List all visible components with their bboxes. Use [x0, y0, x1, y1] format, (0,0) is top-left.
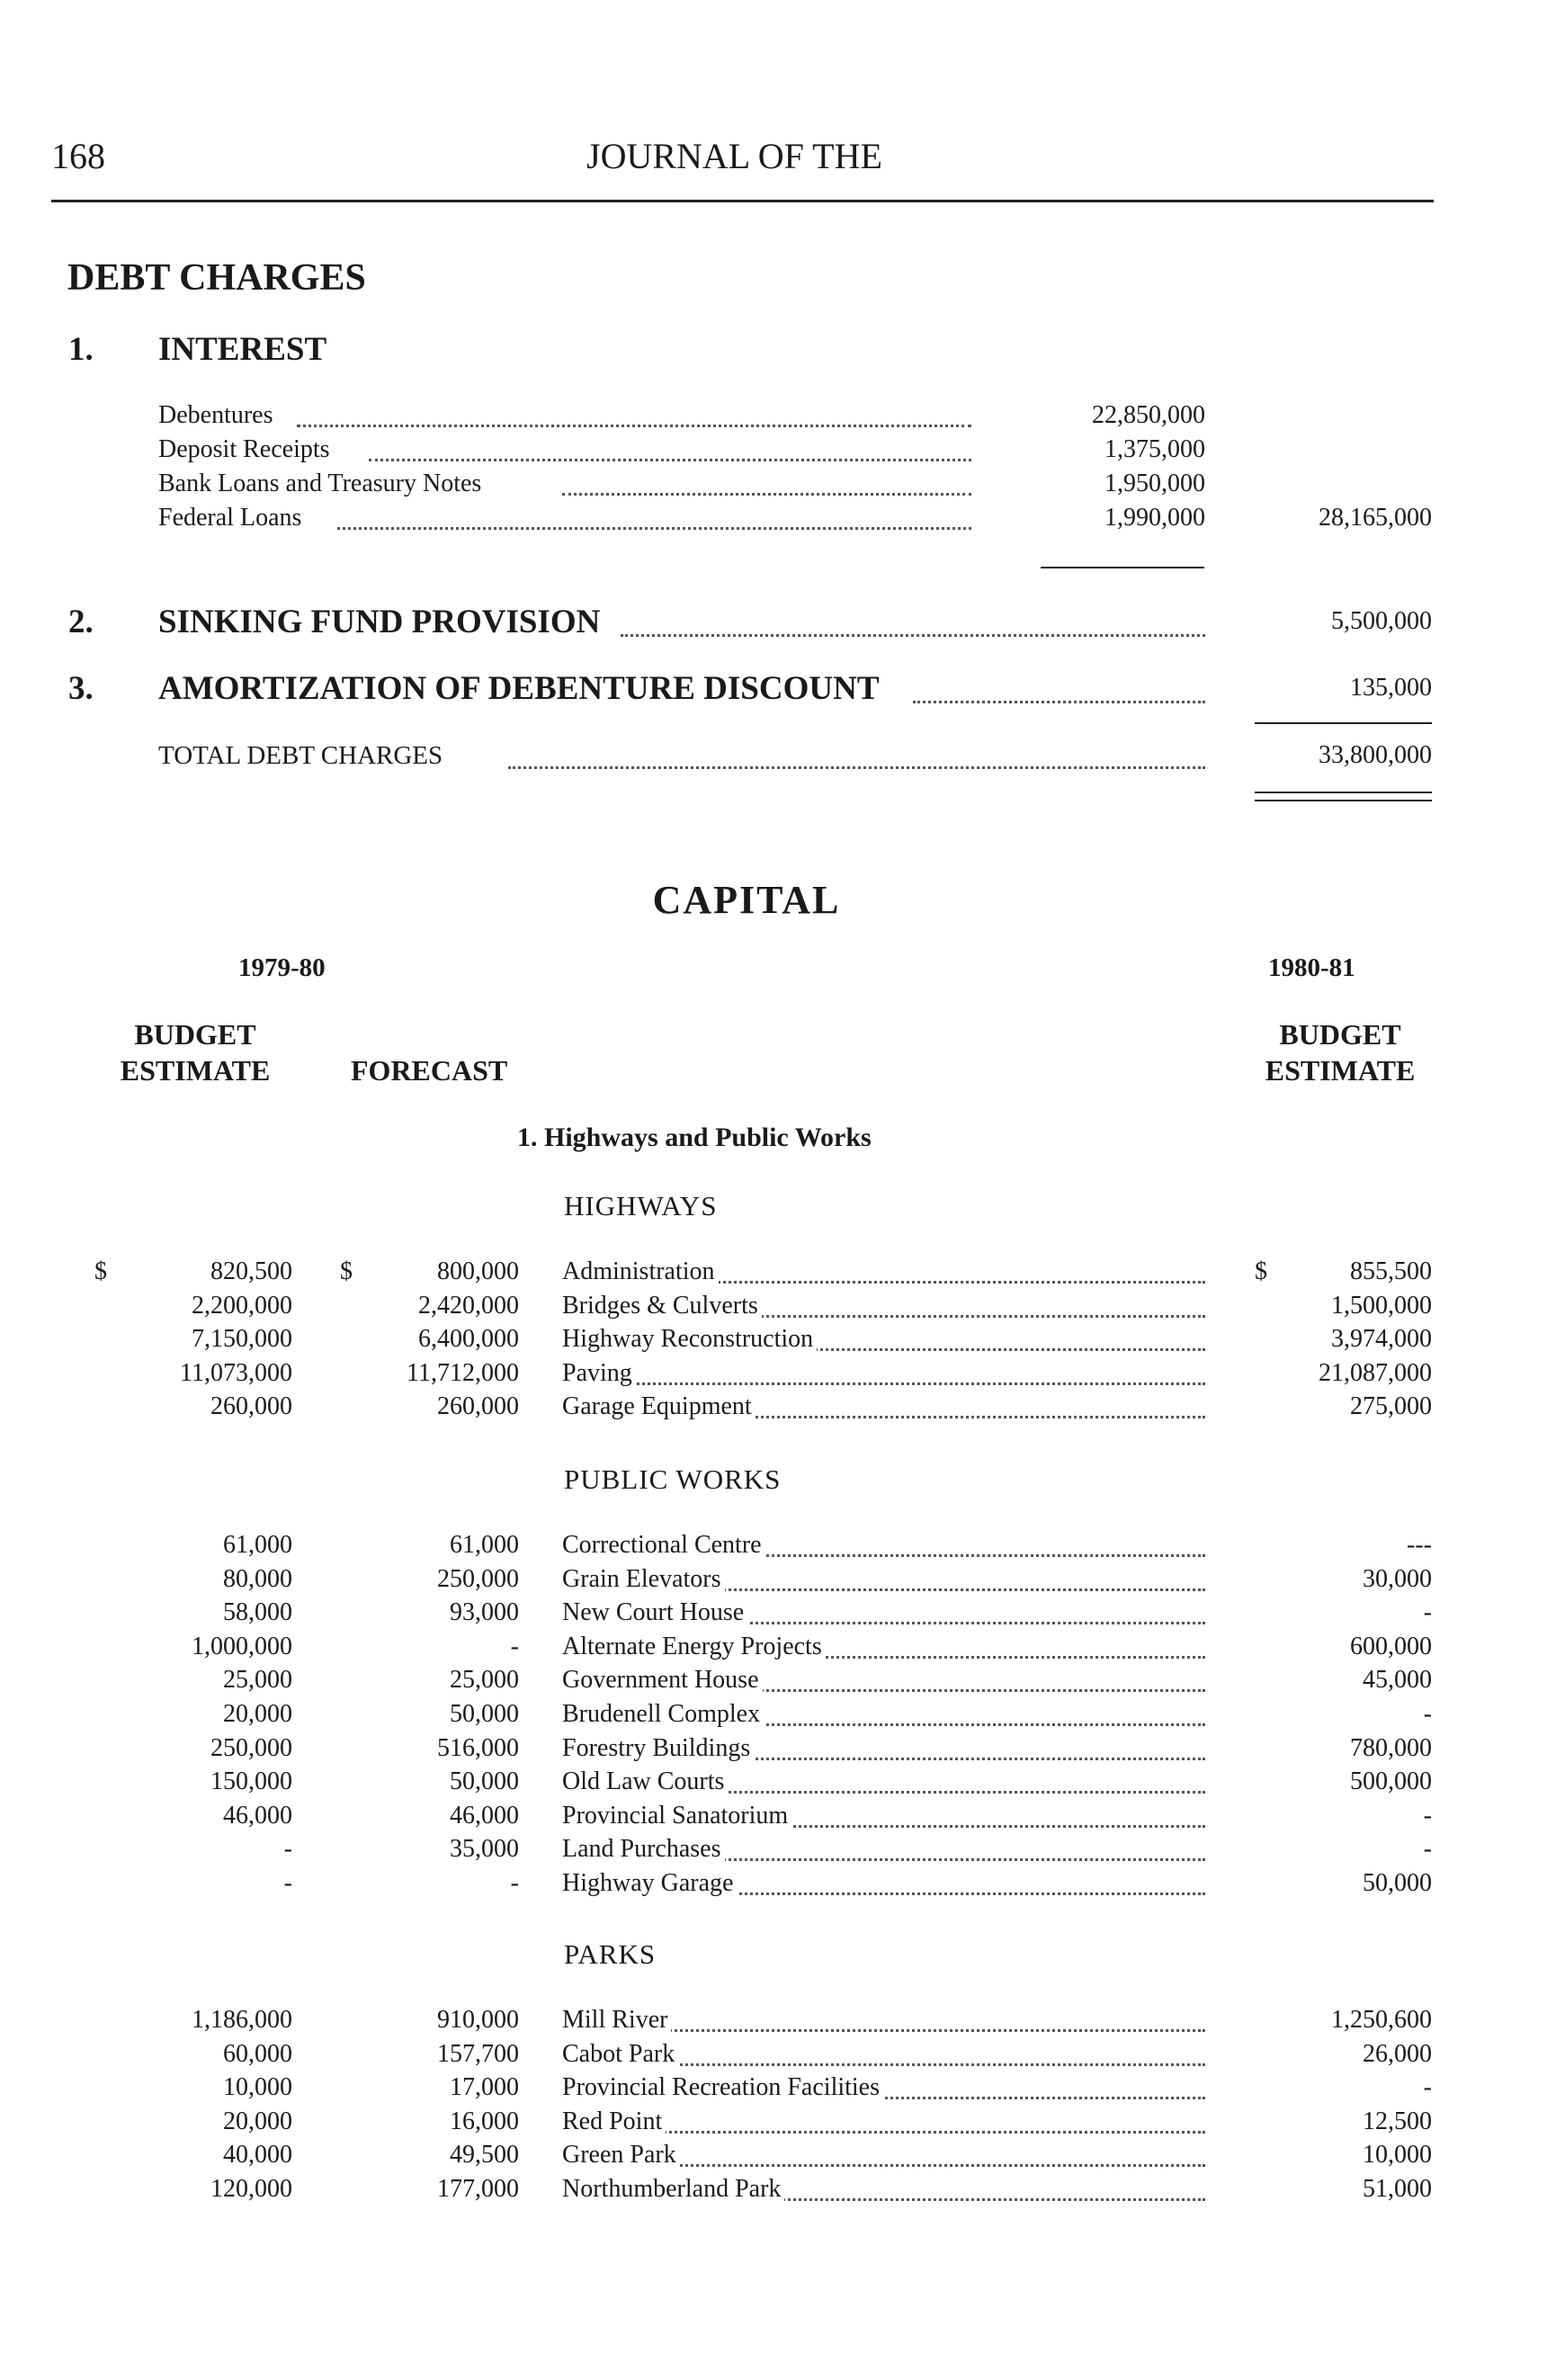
row-label: Brudenell Complex: [562, 1700, 764, 1729]
forecast-cell: 25,000: [450, 1666, 519, 1694]
forecast-cell: 17,000: [450, 2073, 519, 2101]
budget-1980-81-cell: 1,500,000: [1331, 1292, 1432, 1320]
forecast-cell: 157,700: [437, 2040, 519, 2068]
row-label: Garage Equipment: [562, 1392, 756, 1421]
interest-number: 1.: [68, 331, 94, 368]
budget-1980-81-cell: 26,000: [1363, 2040, 1432, 2068]
budget-1979-80-cell: 820,500: [210, 1257, 292, 1285]
budget-1980-81-cell: 51,000: [1363, 2175, 1432, 2203]
total-top-rule: [1255, 722, 1432, 724]
forecast-cell: -: [510, 1869, 519, 1897]
dollar-sign: $: [1255, 1257, 1267, 1285]
budget-1980-81-cell: 45,000: [1363, 1666, 1432, 1694]
interest-label-federal: Federal Loans: [158, 504, 302, 532]
row-label: Provincial Recreation Facilities: [562, 2073, 883, 2102]
forecast-cell: -: [510, 1633, 519, 1660]
budget-1980-81-cell: 50,000: [1363, 1869, 1432, 1897]
total-debt-amount: 33,800,000: [1319, 741, 1432, 769]
budget-1979-80-cell: 40,000: [223, 2141, 292, 2169]
budget-1979-80-cell: 20,000: [223, 2107, 292, 2135]
row-label: Forestry Buildings: [562, 1734, 754, 1763]
budget-1980-81-cell: 1,250,600: [1331, 2006, 1432, 2034]
budget-1980-81-cell: 780,000: [1350, 1734, 1432, 1762]
table-row: [0, 1325, 1565, 1359]
budget-1980-81-cell: ---: [1407, 1531, 1432, 1559]
row-label: New Court House: [562, 1598, 747, 1627]
dollar-sign: $: [340, 1257, 353, 1285]
interest-subtotal-rule: [1041, 567, 1204, 568]
journal-title: JOURNAL OF THE: [586, 136, 882, 176]
row-label: Grain Elevators: [562, 1565, 725, 1594]
group-heading: HIGHWAYS: [564, 1190, 718, 1221]
interest-label-bank-loans: Bank Loans and Treasury Notes: [158, 470, 482, 497]
col-budget-label: BUDGET: [134, 1018, 256, 1051]
budget-1980-81-cell: -: [1423, 1802, 1432, 1830]
page-number: 168: [51, 136, 105, 176]
budget-1979-80-cell: 80,000: [223, 1565, 292, 1593]
table-row: [0, 1359, 1565, 1393]
budget-1980-81-cell: 12,500: [1363, 2107, 1432, 2135]
forecast-cell: 50,000: [450, 1700, 519, 1728]
budget-1979-80-cell: 58,000: [223, 1598, 292, 1626]
budget-1980-81-cell: 10,000: [1363, 2141, 1432, 2169]
row-label: Cabot Park: [562, 2040, 678, 2069]
debt-charges-title: DEBT CHARGES: [67, 257, 366, 299]
budget-1979-80-cell: 120,000: [210, 2175, 292, 2203]
budget-1980-81-cell: 21,087,000: [1319, 1359, 1432, 1387]
interest-label-debentures: Debentures: [158, 401, 273, 429]
table-row: [0, 1292, 1565, 1326]
budget-1979-80-cell: 11,073,000: [180, 1359, 292, 1387]
budget-1979-80-cell: -: [283, 1835, 292, 1863]
table-row: [0, 2141, 1565, 2175]
budget-1979-80-cell: 61,000: [223, 1531, 292, 1559]
leader-dots: [621, 634, 1205, 637]
budget-1979-80-cell: 150,000: [210, 1767, 292, 1795]
row-label: Green Park: [562, 2141, 680, 2170]
row-label: Northumberland Park: [562, 2175, 784, 2204]
forecast-cell: 800,000: [437, 1257, 519, 1285]
col-estimate-label: ESTIMATE: [1265, 1054, 1416, 1087]
table-row: [0, 1565, 1565, 1599]
leader-dots: [297, 425, 971, 427]
section-highways-public-works: 1. Highways and Public Works: [517, 1123, 872, 1152]
budget-1980-81-cell: 275,000: [1350, 1392, 1432, 1420]
row-label: Highway Reconstruction: [562, 1325, 817, 1354]
forecast-cell: 46,000: [450, 1802, 519, 1830]
row-label: Government House: [562, 1666, 763, 1695]
table-row: [0, 1700, 1565, 1734]
budget-1980-81-cell: -: [1423, 2073, 1432, 2101]
total-debt-label: TOTAL DEBT CHARGES: [158, 741, 443, 770]
forecast-cell: 35,000: [450, 1835, 519, 1863]
table-row: [0, 2107, 1565, 2142]
year-1979-80: 1979-80: [238, 953, 326, 982]
row-label: Paving: [562, 1359, 636, 1388]
leader-dots: [369, 459, 971, 461]
forecast-cell: 11,712,000: [407, 1359, 519, 1387]
col-budget-label: BUDGET: [1279, 1018, 1401, 1051]
amortization-number: 3.: [68, 670, 94, 707]
table-row: [0, 1835, 1565, 1869]
total-double-rule-2: [1255, 800, 1432, 801]
leader-dots: [562, 1382, 1205, 1385]
forecast-cell: 910,000: [437, 2006, 519, 2034]
budget-1979-80-cell: 260,000: [210, 1392, 292, 1420]
budget-1979-80-cell: 7,150,000: [192, 1325, 292, 1353]
row-label: Correctional Centre: [562, 1531, 765, 1560]
budget-1980-81-cell: -: [1423, 1835, 1432, 1863]
leader-dots: [913, 701, 1205, 703]
interest-amount-federal: 1,990,000: [1104, 504, 1205, 532]
table-row: [0, 1802, 1565, 1836]
budget-1980-81-cell: 600,000: [1350, 1633, 1432, 1660]
total-double-rule-1: [1255, 792, 1432, 793]
row-label: Red Point: [562, 2107, 666, 2136]
col-budget-estimate-right: [1232, 1016, 1448, 1088]
table-row: [0, 1869, 1565, 1903]
row-label: Provincial Sanatorium: [562, 1802, 791, 1830]
budget-1979-80-cell: 20,000: [223, 1700, 292, 1728]
budget-1979-80-cell: 60,000: [223, 2040, 292, 2068]
col-estimate-label: ESTIMATE: [120, 1054, 271, 1087]
table-row: [0, 1257, 1565, 1292]
interest-total: 28,165,000: [1319, 504, 1432, 532]
forecast-cell: 49,500: [450, 2141, 519, 2169]
budget-1980-81-cell: 500,000: [1350, 1767, 1432, 1795]
row-label: Alternate Energy Projects: [562, 1633, 826, 1661]
budget-1979-80-cell: -: [283, 1869, 292, 1897]
forecast-cell: 2,420,000: [418, 1292, 519, 1320]
row-label: Administration: [562, 1257, 719, 1286]
table-row: [0, 1666, 1565, 1700]
forecast-cell: 16,000: [450, 2107, 519, 2135]
forecast-cell: 516,000: [437, 1734, 519, 1762]
group-heading: PARKS: [564, 1938, 657, 1970]
budget-1979-80-cell: 1,186,000: [192, 2006, 292, 2034]
budget-1979-80-cell: 2,200,000: [192, 1292, 292, 1320]
sinking-amount: 5,500,000: [1331, 607, 1432, 635]
row-label: Highway Garage: [562, 1869, 737, 1898]
row-label: Mill River: [562, 2006, 671, 2035]
leader-dots: [508, 766, 1205, 769]
table-row: [0, 1633, 1565, 1667]
budget-1980-81-cell: -: [1423, 1700, 1432, 1728]
interest-amount-debentures: 22,850,000: [1092, 401, 1205, 429]
budget-1980-81-cell: -: [1423, 1598, 1432, 1626]
forecast-cell: 177,000: [437, 2175, 519, 2203]
group-heading: PUBLIC WORKS: [564, 1463, 782, 1495]
table-row: [0, 1598, 1565, 1633]
table-row: [0, 2006, 1565, 2040]
interest-amount-deposit: 1,375,000: [1104, 435, 1205, 463]
sinking-title: SINKING FUND PROVISION: [158, 604, 601, 640]
budget-1979-80-cell: 250,000: [210, 1734, 292, 1762]
budget-1980-81-cell: 30,000: [1363, 1565, 1432, 1593]
col-forecast: FORECAST: [351, 1054, 508, 1087]
forecast-cell: 250,000: [437, 1565, 519, 1593]
table-row: [0, 1392, 1565, 1427]
leader-dots: [562, 493, 971, 496]
table-row: [0, 1531, 1565, 1565]
budget-1980-81-cell: 855,500: [1350, 1257, 1432, 1285]
table-row: [0, 2175, 1565, 2209]
row-label: Land Purchases: [562, 1835, 725, 1864]
row-label: Bridges & Culverts: [562, 1292, 762, 1320]
forecast-cell: 61,000: [450, 1531, 519, 1559]
capital-title: CAPITAL: [652, 878, 841, 922]
table-row: [0, 2073, 1565, 2107]
amortization-amount: 135,000: [1350, 674, 1432, 702]
sinking-number: 2.: [68, 604, 94, 640]
forecast-cell: 260,000: [437, 1392, 519, 1420]
interest-amount-bank-loans: 1,950,000: [1104, 470, 1205, 497]
dollar-sign: $: [94, 1257, 107, 1285]
budget-1979-80-cell: 1,000,000: [192, 1633, 292, 1660]
table-row: [0, 1767, 1565, 1802]
table-row: [0, 1734, 1565, 1768]
budget-1979-80-cell: 10,000: [223, 2073, 292, 2101]
leader-dots: [337, 527, 971, 530]
year-1980-81: 1980-81: [1268, 953, 1355, 982]
budget-1980-81-cell: 3,974,000: [1331, 1325, 1432, 1353]
amortization-title: AMORTIZATION OF DEBENTURE DISCOUNT: [158, 670, 880, 707]
table-row: [0, 2040, 1565, 2074]
interest-title: INTEREST: [158, 331, 327, 368]
interest-label-deposit: Deposit Receipts: [158, 435, 330, 463]
budget-1979-80-cell: 46,000: [223, 1802, 292, 1830]
forecast-cell: 93,000: [450, 1598, 519, 1626]
forecast-cell: 6,400,000: [418, 1325, 519, 1353]
header-rule: [51, 200, 1434, 202]
row-label: Old Law Courts: [562, 1767, 728, 1796]
col-budget-estimate-left: [101, 1016, 290, 1088]
budget-1979-80-cell: 25,000: [223, 1666, 292, 1694]
forecast-cell: 50,000: [450, 1767, 519, 1795]
